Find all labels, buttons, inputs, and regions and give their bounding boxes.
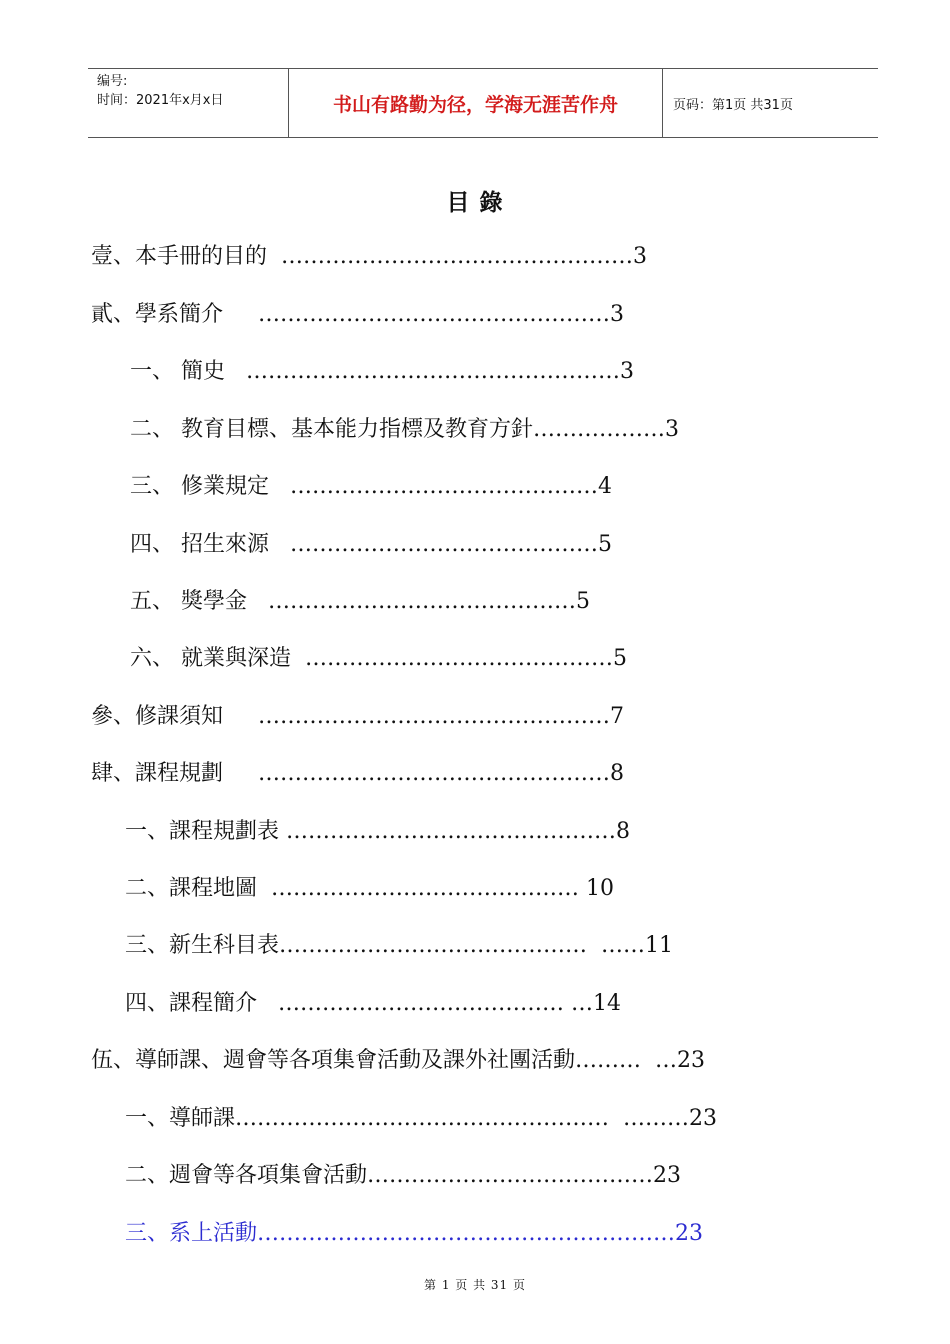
header-motto: 书山有路勤为径，学海无涯苦作舟 (289, 69, 663, 137)
header-page-info: 页码：第1页 共31页 (673, 97, 793, 113)
toc-entry-4[interactable]: 肆、課程規劃 …………………………………………8 (91, 761, 624, 786)
toc-entry-4-4[interactable]: 四、課程簡介 ………………………………… …14 (125, 991, 621, 1016)
toc-entry-2-3[interactable]: 三、 修業規定 ……………………………………4 (130, 474, 612, 499)
toc-entry-5[interactable]: 伍、導師課、週會等各項集會活動及課外社團活動……… …23 (91, 1048, 705, 1073)
toc-entry-5-1[interactable]: 一、導師課…………………………………………… ………23 (125, 1106, 717, 1131)
toc-entry-2-5[interactable]: 五、 獎學金 ……………………………………5 (130, 589, 590, 614)
toc-entry-4-1[interactable]: 一、課程規劃表 ………………………………………8 (125, 819, 630, 844)
toc-entry-2[interactable]: 貳、學系簡介 …………………………………………3 (91, 302, 624, 327)
toc-entry-2-1[interactable]: 一、 簡史 ……………………………………………3 (130, 359, 634, 384)
toc-entry-1[interactable]: 壹、本手冊的目的 …………………………………………3 (91, 244, 647, 269)
toc-entry-5-3[interactable]: 三、系上活動…………………………………………………23 (125, 1221, 703, 1246)
header-meta (88, 69, 289, 137)
page-header (88, 68, 878, 138)
toc-entry-3[interactable]: 參、修課須知 …………………………………………7 (91, 704, 624, 729)
toc-entry-4-2[interactable]: 二、課程地圖 …………………………………… 10 (125, 876, 614, 901)
toc-entry-4-3[interactable]: 三、新生科目表…………………………………… ……11 (125, 933, 673, 958)
toc-entry-5-2[interactable]: 二、週會等各項集會活動…………………………………23 (125, 1163, 681, 1188)
toc-entry-2-6[interactable]: 六、 就業與深造 ……………………………………5 (130, 646, 627, 671)
toc-entry-2-4[interactable]: 四、 招生來源 ……………………………………5 (130, 532, 612, 557)
toc-title: 目 錄 (446, 189, 504, 216)
document-number-label: 编号: (97, 74, 128, 89)
document-time: 时间：2021年x月x日 (97, 93, 224, 108)
page-footer: 第 1 页 共 31 页 (424, 1278, 526, 1292)
toc-entry-2-2[interactable]: 二、 教育目標、基本能力指標及教育方針………………3 (130, 417, 679, 442)
